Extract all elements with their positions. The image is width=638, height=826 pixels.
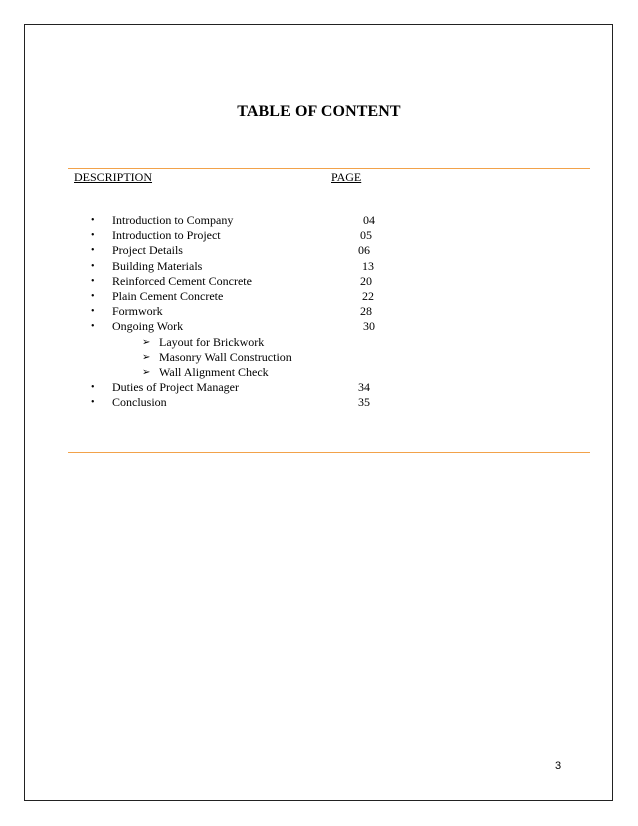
toc-entry-label: Formwork [112,304,163,319]
toc-entry-page: 35 [358,395,370,410]
toc-entry [0,319,638,334]
arrow-bullet-icon: ➢ [142,336,151,348]
toc-subentry [0,335,638,350]
bullet-icon: • [91,245,95,257]
toc-entry [0,289,638,304]
toc-subentry [0,365,638,380]
toc-entry-label: Ongoing Work [112,319,184,334]
toc-entry-label: Plain Cement Concrete [112,288,224,303]
arrow-bullet-icon: ➢ [142,351,151,363]
bottom-divider [68,452,590,453]
page-number: 3 [555,760,562,772]
toc-entry-page: 05 [360,228,372,243]
toc-subentry-label: Layout for Brickwork [159,334,265,349]
toc-entry [0,228,638,243]
toc-entry [0,243,638,258]
toc-entry-page: 34 [358,380,370,395]
toc-entry [0,259,638,274]
toc-entry-label: Building Materials [112,258,203,273]
bullet-icon: • [91,260,95,272]
toc-entry-page: 04 [363,213,375,227]
page-title: TABLE OF CONTENT [237,103,401,120]
description-header: DESCRIPTION [74,170,153,184]
page-header: PAGE [331,170,362,184]
toc-entry [0,213,638,228]
bullet-icon: • [91,382,95,394]
toc-entry [0,274,638,289]
toc-entry-page: 06 [358,243,370,258]
toc-entry-label: Introduction to Company [112,213,234,227]
toc-entry-page: 13 [362,258,374,273]
bullet-icon: • [91,275,95,287]
top-divider [68,168,590,169]
toc-entry-page: 22 [362,288,374,303]
toc-entry [0,395,638,410]
toc-entry-label: Reinforced Cement Concrete [112,273,252,288]
bullet-icon: • [91,321,95,333]
toc-entry-page: 30 [363,319,375,334]
toc-subentry-label: Masonry Wall Construction [159,349,292,364]
toc-entry-page: 20 [360,273,372,288]
page-border [24,24,613,801]
bullet-icon: • [91,230,95,242]
bullet-icon: • [91,290,95,302]
toc-list [0,213,638,410]
bullet-icon: • [91,306,95,318]
toc-entry-label: Duties of Project Manager [112,380,239,395]
toc-entry [0,380,638,395]
arrow-bullet-icon: ➢ [142,366,151,378]
toc-subentry [0,350,638,365]
bullet-icon: • [91,397,95,409]
toc-entry [0,304,638,319]
toc-entry-page: 28 [360,304,372,319]
toc-entry-label: Introduction to Project [112,228,221,243]
bullet-icon: • [91,215,95,226]
toc-entry-label: Conclusion [112,395,167,410]
toc-entry-label: Project Details [112,243,183,258]
toc-subentry-label: Wall Alignment Check [159,364,269,379]
